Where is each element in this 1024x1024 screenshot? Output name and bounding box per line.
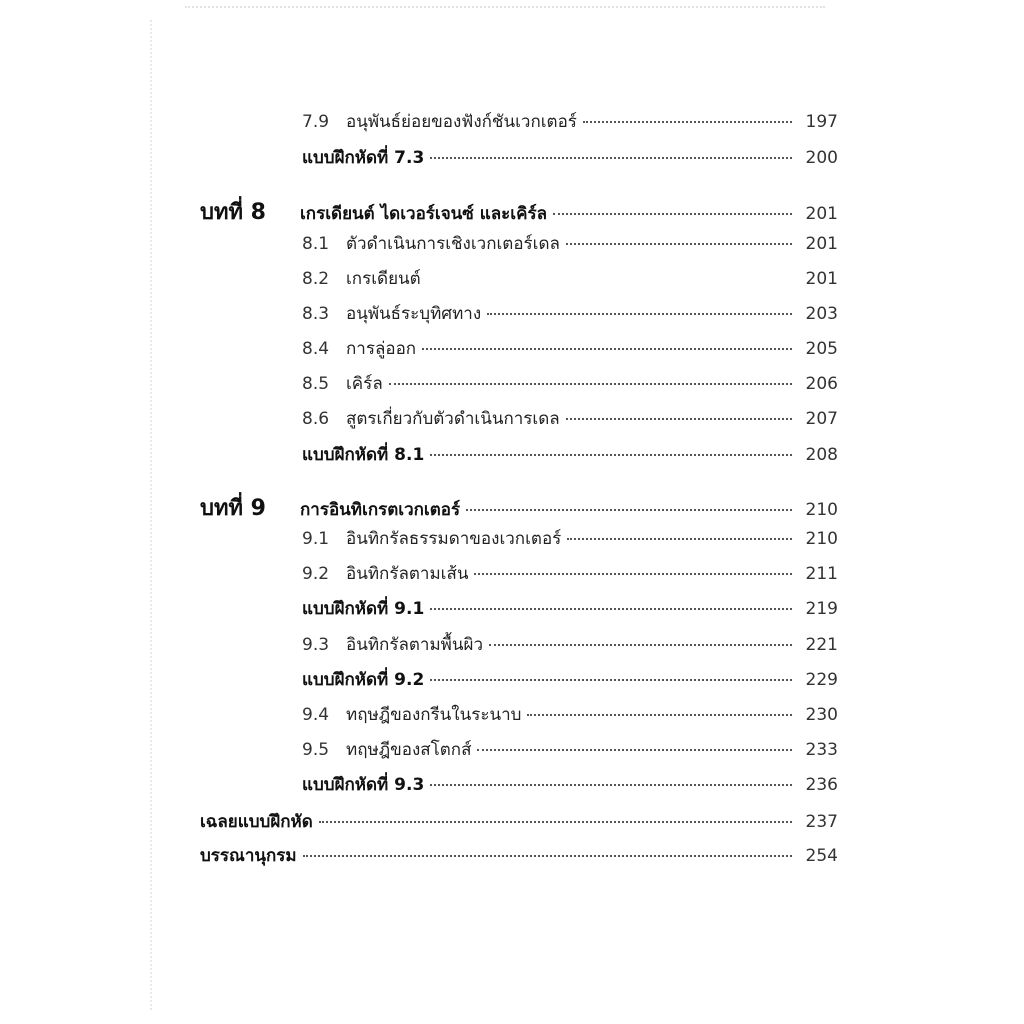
chapter-title: เกรเดียนต์ ไดเวอร์เจนซ์ และเคิร์ล xyxy=(300,204,547,224)
exercise-title: แบบฝึกหัดที่ 8.1 xyxy=(302,445,425,465)
page-number: 205 xyxy=(805,339,838,359)
toc-entry-section xyxy=(302,300,838,330)
toc-entry-section xyxy=(302,631,838,661)
chapter-label: บทที่ 9 xyxy=(200,496,266,521)
toc-entry-section xyxy=(302,108,838,138)
page-number: 203 xyxy=(805,304,838,324)
dot-leader xyxy=(466,509,792,511)
page-number: 229 xyxy=(805,670,838,690)
section-number: 8.2 xyxy=(302,269,330,289)
dot-leader xyxy=(527,714,792,716)
answers-title: เฉลยแบบฝึกหัด xyxy=(200,812,313,832)
dot-leader xyxy=(566,243,792,245)
exercise-title: แบบฝึกหัดที่ 9.2 xyxy=(302,670,425,690)
dot-leader xyxy=(430,679,792,681)
page-number: 208 xyxy=(805,445,838,465)
dot-leader xyxy=(422,348,792,350)
section-number: 8.6 xyxy=(302,409,330,429)
section-number: 8.5 xyxy=(302,374,330,394)
dot-leader xyxy=(389,383,792,385)
section-number: 9.4 xyxy=(302,705,330,725)
section-title: อินทิกรัลตามเส้น xyxy=(346,564,469,584)
page-number: 211 xyxy=(805,564,838,584)
page-number: 207 xyxy=(805,409,838,429)
dot-leader xyxy=(430,157,792,159)
page-number: 219 xyxy=(805,599,838,619)
page-number: 237 xyxy=(805,812,838,832)
section-title: เกรเดียนต์ xyxy=(346,269,421,289)
page-number: 200 xyxy=(805,148,838,168)
section-title: สูตรเกี่ยวกับตัวดำเนินการเดล xyxy=(346,409,560,429)
section-title: การลู่ออก xyxy=(346,339,417,359)
dot-leader xyxy=(553,213,792,215)
toc-entry-section xyxy=(302,230,838,260)
section-number: 8.4 xyxy=(302,339,330,359)
toc-entry-exercise xyxy=(302,771,838,801)
dot-leader xyxy=(430,608,792,610)
toc-entry-section xyxy=(302,405,838,435)
section-title: อนุพันธ์ระบุทิศทาง xyxy=(346,304,482,324)
dot-leader xyxy=(489,644,792,646)
toc-entry-bibliography xyxy=(200,842,838,872)
toc-entry-chapter xyxy=(200,194,838,224)
exercise-title: แบบฝึกหัดที่ 7.3 xyxy=(302,148,425,168)
page-number: 236 xyxy=(805,775,838,795)
page-number: 254 xyxy=(805,846,838,866)
dot-leader xyxy=(566,418,792,420)
toc-entry-section xyxy=(302,370,838,400)
section-title: ทฤษฎีของกรีนในระนาบ xyxy=(346,705,522,725)
toc-entry-section xyxy=(302,335,838,365)
section-number: 9.1 xyxy=(302,529,330,549)
dot-leader xyxy=(303,855,792,857)
section-number: 9.2 xyxy=(302,564,330,584)
bibliography-title: บรรณานุกรม xyxy=(200,846,297,866)
section-title: อินทิกรัลตามพื้นผิว xyxy=(346,635,484,655)
section-title: อินทิกรัลธรรมดาของเวกเตอร์ xyxy=(346,529,562,549)
page-number: 201 xyxy=(805,204,838,224)
chapter-title: การอินทิเกรตเวกเตอร์ xyxy=(300,500,461,520)
dot-leader xyxy=(487,313,792,315)
page-number: 201 xyxy=(805,269,838,289)
dot-leader xyxy=(567,538,792,540)
section-title: อนุพันธ์ย่อยของฟังก์ชันเวกเตอร์ xyxy=(346,112,577,132)
section-number: 9.5 xyxy=(302,740,330,760)
toc-entry-chapter xyxy=(200,490,838,520)
dot-leader xyxy=(477,749,792,751)
page-number: 233 xyxy=(805,740,838,760)
toc-entry-section xyxy=(302,701,838,731)
dot-leader xyxy=(474,573,792,575)
page-number: 210 xyxy=(805,500,838,520)
dot-leader xyxy=(430,784,792,786)
toc-entry-exercise xyxy=(302,666,838,696)
toc-entry-section xyxy=(302,736,838,766)
page-number: 221 xyxy=(805,635,838,655)
toc-entry-exercise xyxy=(302,144,838,174)
toc-entry-section xyxy=(302,265,838,295)
section-title: ทฤษฎีของสโตกส์ xyxy=(346,740,472,760)
chapter-label: บทที่ 8 xyxy=(200,200,266,225)
page-number: 206 xyxy=(805,374,838,394)
toc-entry-answers xyxy=(200,808,838,838)
page-number: 230 xyxy=(805,705,838,725)
section-number: 9.3 xyxy=(302,635,330,655)
section-number: 8.1 xyxy=(302,234,330,254)
exercise-title: แบบฝึกหัดที่ 9.3 xyxy=(302,775,425,795)
dot-leader xyxy=(430,454,792,456)
section-title: เคิร์ล xyxy=(346,374,383,394)
page-number: 210 xyxy=(805,529,838,549)
toc-entry-section xyxy=(302,560,838,590)
exercise-title: แบบฝึกหัดที่ 9.1 xyxy=(302,599,425,619)
toc-entry-exercise xyxy=(302,595,838,625)
toc-entry-exercise xyxy=(302,441,838,471)
section-title: ตัวดำเนินการเชิงเวกเตอร์เดล xyxy=(346,234,560,254)
page-edge-top xyxy=(185,6,825,8)
section-number: 8.3 xyxy=(302,304,330,324)
dot-leader xyxy=(319,821,792,823)
page-number: 201 xyxy=(805,234,838,254)
page-edge-left xyxy=(150,20,152,1010)
dot-leader xyxy=(583,121,792,123)
page-number: 197 xyxy=(805,112,838,132)
toc-entry-section xyxy=(302,525,838,555)
section-number: 7.9 xyxy=(302,112,330,132)
